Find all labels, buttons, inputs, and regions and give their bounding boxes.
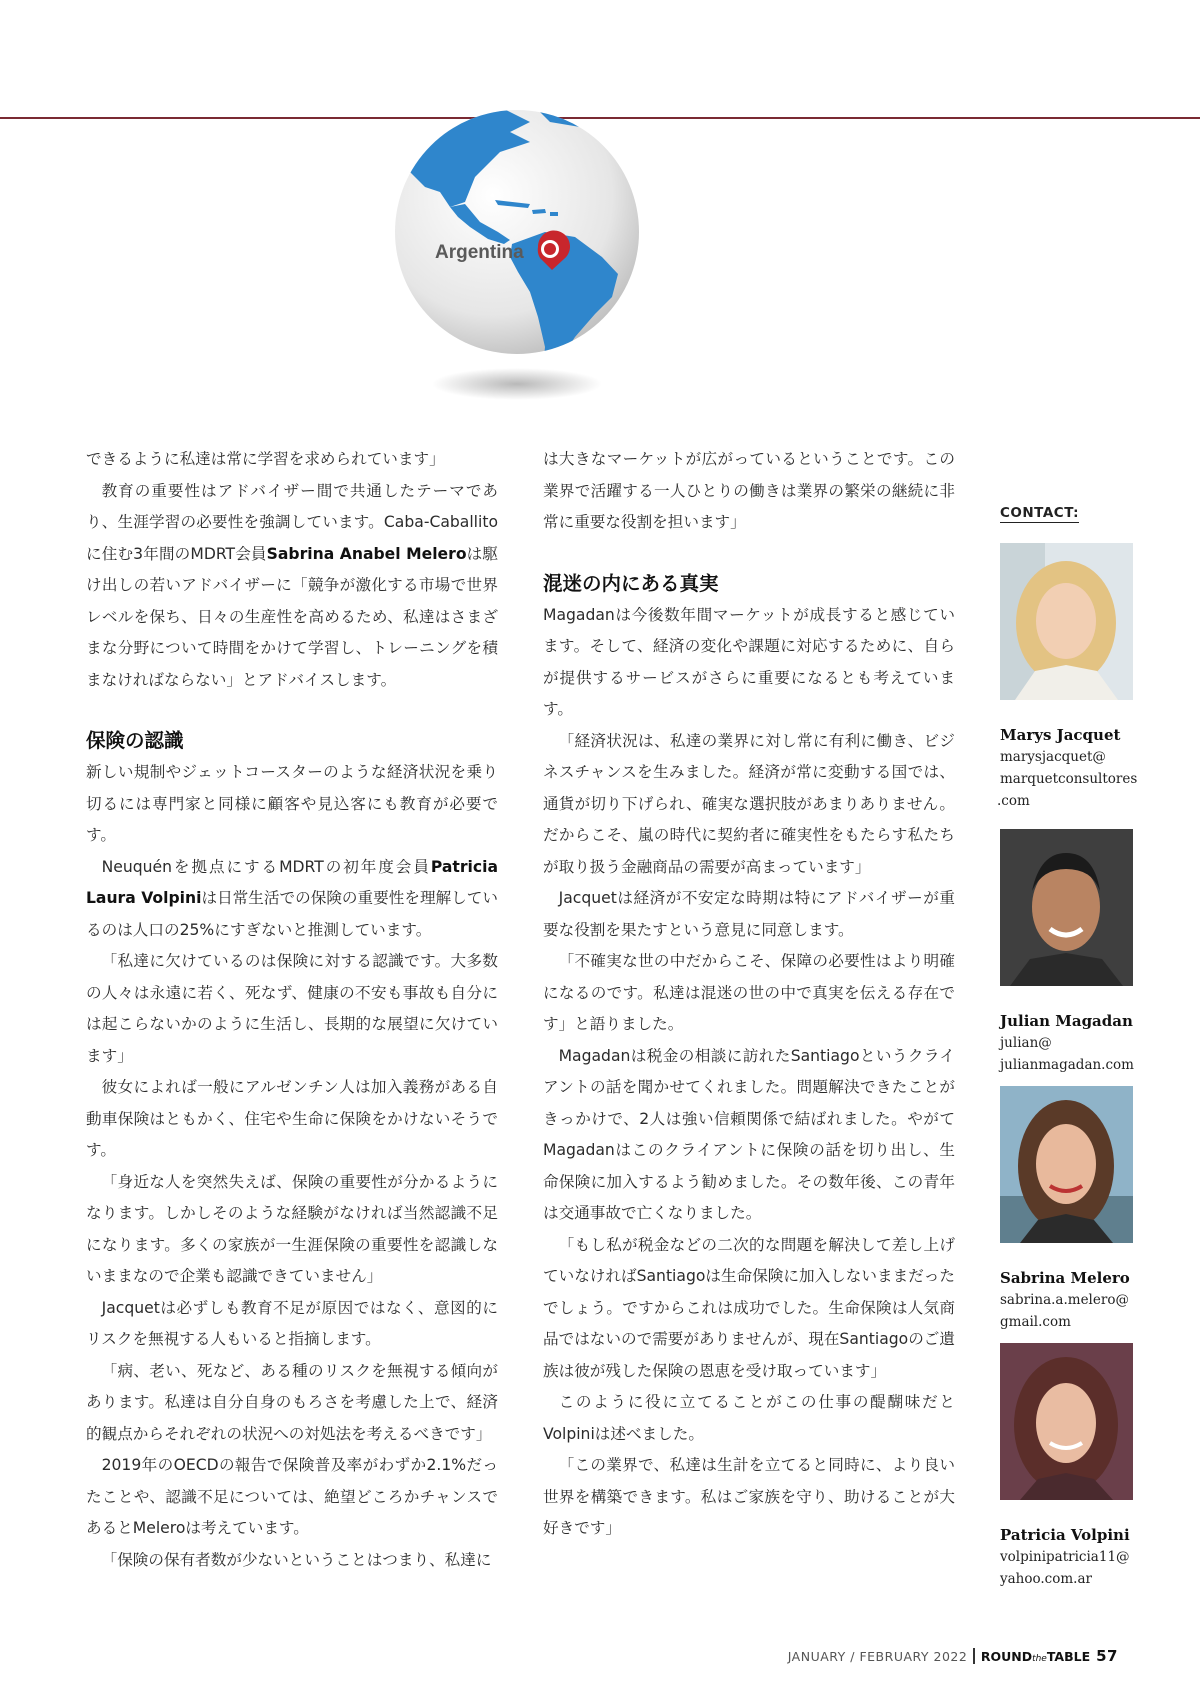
contact-name: Julian Magadan [1000, 1012, 1133, 1030]
issue-date: JANUARY / FEBRUARY 2022 [787, 1649, 968, 1664]
globe-map [380, 92, 680, 422]
paragraph: 新しい規制やジェットコースターのような経済状況を乗り切るには専門家と同様に顧客や見込客にも教育が必要です。 [86, 763, 498, 844]
paragraph: Magadanは税金の相談に訪れたSantiagoというクライアントの話を聞かせてくれました。問題解決できたことがきっかけで、2人は強い信頼関係で結ばれました。やがてMagadanはこのクライアントに保険の話を切り出し、生命保険に加入するよう勧めました。その数年後、この青年は交通事故で亡くなりました。 [543, 1046, 955, 1222]
page-number: 57 [1096, 1647, 1118, 1665]
paragraph: 「保険の保有者数が少ないということはつまり、私達に [101, 1550, 492, 1569]
page-footer [788, 1647, 1118, 1665]
paragraph: 「もし私が税金などの二次的な問題を解決して差し上げていなければSantiagoは生命保険に加入しないままだったでしょう。ですからこれは成功でした。生命保険は人気商品ではないので需要がありませんが、現在Santiagoのご遺族は彼が残した保険の恩恵を受け取っています」 [543, 1235, 955, 1380]
paragraph: 2019年のOECDの報告で保険普及率がわずか2.1%だったことや、認識不足については、絶望どころかチャンスであるとMeleroは考えています。 [86, 1456, 498, 1537]
paragraph: 彼女によれば一般にアルゼンチン人は加入義務がある自動車保険はともかく、住宅や生命に保険をかけないそうです。 [86, 1078, 498, 1159]
globe-illustration [380, 92, 680, 422]
magazine-title: ROUNDtheTABLE [980, 1649, 1091, 1664]
paragraph: 「私達に欠けているのは保険に対する認識です。大多数の人々は永遠に若く、死なず、健康の不安も事故も自分には起こらないかのように生活し、長期的な展望に欠けています」 [86, 952, 498, 1065]
member-name: Patricia Laura Volpini [86, 857, 498, 907]
paragraph: は大きなマーケットが広がっているということです。この業界で活躍する一人ひとりの働きは業界の繁栄の継続に非常に重要な役割を担います」 [543, 450, 955, 531]
contact-card-melero [1000, 1086, 1175, 1333]
paragraph: 「病、老い、死など、ある種のリスクを無視する傾向があります。私達は自分自身のもろさを考慮した上で、経済的観点からそれぞれの状況への対処法を考えるべきです」 [86, 1361, 498, 1443]
contact-card-jacquet [997, 543, 1175, 812]
footer-divider [973, 1648, 975, 1664]
paragraph: 「身近な人を突然失えば、保険の重要性が分かるようになります。しかしそのような経験がなければ当然認識不足になります。多くの家族が一生涯保険の重要性を認識しないままなので企業も認識できていません」 [86, 1172, 498, 1285]
section-heading: 混迷の内にある真実 [543, 571, 719, 595]
section-heading: 保険の認識 [86, 729, 184, 752]
paragraph: Jacquetは経済が不安定な時期は特にアドバイザーが重要な役割を果たすという意見に同意します。 [543, 889, 955, 939]
article-column-1 [86, 444, 498, 1576]
paragraph: 「不確実な世の中だからこそ、保障の必要性はより明確になるのです。私達は混迷の世の中で真実を伝える存在です」と語りました。 [543, 952, 955, 1033]
paragraph: できるように私達は常に学習を求められています」 [86, 450, 445, 468]
paragraph: 教育の重要性はアドバイザー間で共通したテーマであり、生涯学習の必要性を強調しています。Caba-Caballitoに住む3年間のMDRT会員Sabrina Anabel Meleroは駆け出しの若いアドバイザーに「競争が激化する市場で世界レベルを保ち、日々の生産性を高めるため、私達はさまざまな分野について時間をかけて学習し、トレーニングを積まなければならない」とアドバイスします。 [86, 481, 498, 689]
contact-email: julian@ [1000, 1035, 1052, 1051]
contact-email: .com [997, 793, 1030, 809]
article-column-2 [543, 444, 955, 1545]
portrait-photo [1000, 829, 1133, 986]
contact-email: volpinipatricia11@ [1000, 1549, 1130, 1565]
contact-card-volpini [1000, 1343, 1175, 1590]
contact-email: sabrina.a.melero@ [1000, 1292, 1129, 1308]
member-name: Sabrina Anabel Melero [266, 544, 467, 563]
paragraph: Neuquénを拠点にするMDRTの初年度会員Patricia Laura Volpiniは日常生活での保険の重要性を理解しているのは人口の25%にすぎないと推測しています。 [86, 857, 498, 939]
portrait-photo [1000, 543, 1133, 700]
portrait-photo [1000, 1086, 1133, 1243]
paragraph: このように役に立てることがこの仕事の醍醐味だとVolpiniは述べました。 [543, 1393, 955, 1443]
contact-email: marysjacquet@ [1000, 749, 1106, 765]
paragraph: 「経済状況は、私達の業界に対し常に有利に働き、ビジネスチャンスを生みました。経済が常に変動する国では、通貨が切り下げられ、確実な選択肢があまりありません。だからこそ、嵐の時代に契約者に確実性をもたらす私たちが取り扱う金融商品の需要が高まっています」 [543, 731, 955, 876]
contact-email: julianmagadan.com [1000, 1057, 1134, 1073]
contact-heading: CONTACT: [1000, 505, 1080, 521]
contact-email: marquetconsultores [1000, 771, 1138, 787]
contact-name: Marys Jacquet [1000, 726, 1121, 744]
contact-name: Patricia Volpini [1000, 1526, 1130, 1544]
paragraph: Magadanは今後数年間マーケットが成長すると感じています。そして、経済の変化や課題に対応するために、自らが提供するサービスがさらに重要になるとも考えています。 [543, 605, 955, 718]
contact-email: gmail.com [1000, 1314, 1071, 1330]
paragraph: Jacquetは必ずしも教育不足が原因ではなく、意図的にリスクを無視する人もいると指摘します。 [86, 1298, 498, 1348]
contact-email: yahoo.com.ar [1000, 1571, 1092, 1587]
globe-shadow [432, 368, 602, 400]
contact-name: Sabrina Melero [1000, 1269, 1130, 1287]
contact-card-magadan [1000, 829, 1175, 1076]
paragraph: 「この業界で、私達は生計を立てると同時に、より良い世界を構築できます。私はご家族を守り、助けることが大好きです」 [543, 1456, 955, 1537]
portrait-photo [1000, 1343, 1133, 1500]
map-label-argentina: Argentina [435, 242, 524, 263]
